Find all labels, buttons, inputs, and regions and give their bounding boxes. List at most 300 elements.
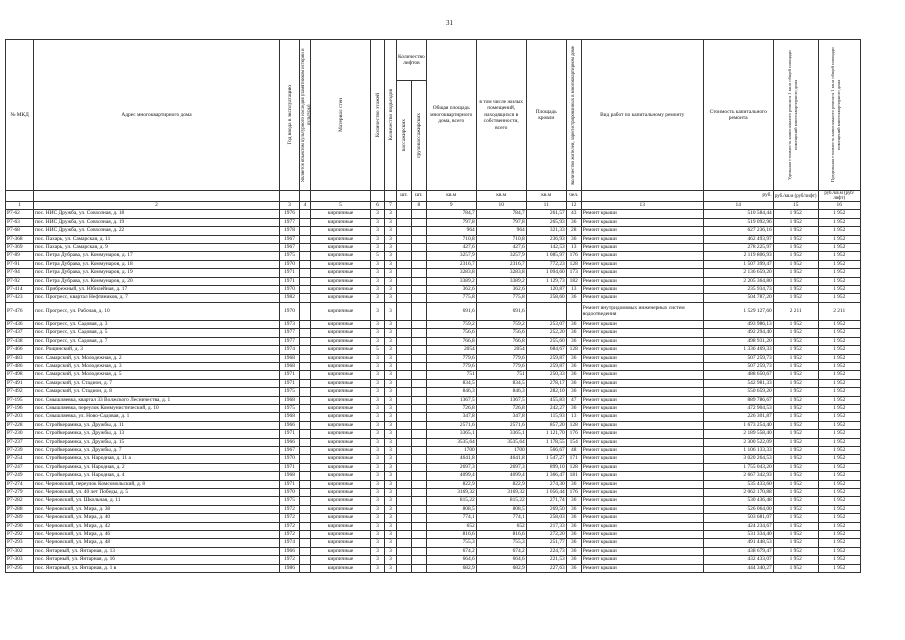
table-cell: пос. Янтарный, ул. Янтарная, д. 1 в [34, 564, 280, 572]
table-cell: кирпичные [311, 218, 371, 226]
table-row [6, 302, 861, 320]
table-row [6, 547, 861, 555]
table-cell: 424 234,67 [703, 522, 773, 530]
table-cell: 36 [566, 294, 581, 302]
table-cell: 755,3 [476, 539, 526, 547]
table-cell: 3365,1 [426, 430, 476, 438]
table-cell: 3 [371, 277, 385, 285]
header-total-area: Общая площадь многоквартирного дома, всего [426, 40, 476, 191]
table-cell: 488 650,67 [703, 371, 773, 379]
table-cell: 3 [385, 329, 397, 337]
table-cell: 964 [426, 227, 476, 235]
table-cell: Ремонт крыши [581, 413, 703, 421]
table-cell: 1 952 [818, 430, 860, 438]
column-number: 13 [581, 202, 703, 210]
table-cell [300, 337, 311, 345]
table-cell: 36 [566, 404, 581, 412]
table-row [6, 489, 861, 497]
table-cell: 13 [566, 286, 581, 294]
table-cell: 1 952 [818, 446, 860, 454]
column-number: 4 [300, 202, 311, 210]
table-cell: P7-63 [6, 218, 34, 226]
table-cell: 258,60 [526, 294, 566, 302]
table-cell: 438 679,47 [703, 547, 773, 555]
table-cell: P7-92 [6, 277, 34, 285]
table-cell: 1971 [280, 379, 300, 387]
table-cell: 3 [385, 260, 397, 268]
table-cell [411, 472, 426, 480]
table-cell [300, 413, 311, 421]
table-cell: 1 952 [773, 463, 818, 471]
column-number: 5 [311, 202, 371, 210]
table-cell: 1 952 [773, 362, 818, 370]
table-cell: 36 [566, 218, 581, 226]
column-number: 10 [476, 202, 526, 210]
table-row [6, 320, 861, 328]
table-row [6, 269, 861, 277]
table-cell [397, 438, 412, 446]
table-cell: 3283,8 [426, 269, 476, 277]
table-cell: Ремонт крыши [581, 564, 703, 572]
table-cell: пос. Стройкерамика, ул. Дружбы, д. 11 [34, 421, 280, 429]
table-row [6, 252, 861, 260]
table-cell: 28 [566, 227, 581, 235]
table-cell: 1 952 [818, 294, 860, 302]
table-cell: Ремонт крыши [581, 294, 703, 302]
table-cell: P7-279 [6, 489, 34, 497]
table-cell: 1 094,60 [526, 269, 566, 277]
table-cell [397, 277, 412, 285]
table-cell: 282,10 [526, 388, 566, 396]
table-cell [397, 556, 412, 564]
table-cell: P7-228 [6, 421, 34, 429]
table-cell: 834,5 [426, 379, 476, 387]
table-cell: 1977 [280, 218, 300, 226]
table-cell [397, 564, 412, 572]
table-cell: кирпичные [311, 421, 371, 429]
table-cell: Ремонт крыши [581, 362, 703, 370]
table-cell: кирпичные [311, 302, 371, 320]
table-cell: пос. Самарский, ул. Молодежная, д. 5 [34, 371, 280, 379]
table-cell: 652 [476, 522, 526, 530]
table-cell [411, 277, 426, 285]
table-row [6, 480, 861, 488]
table-cell: кирпичные [311, 227, 371, 235]
table-cell [397, 244, 412, 252]
table-cell: P7-254 [6, 455, 34, 463]
table-cell [411, 539, 426, 547]
table-cell: 3 [385, 556, 397, 564]
table-cell: 3 [371, 286, 385, 294]
table-cell: 1 952 [818, 210, 860, 218]
table-cell: 1 952 [773, 260, 818, 268]
table-cell: 1700 [476, 446, 526, 454]
table-cell: 3 [385, 539, 397, 547]
table-cell: 142,53 [526, 244, 566, 252]
table-cell: P7-289 [6, 514, 34, 522]
table-cell [300, 472, 311, 480]
table-cell: пос. НИС Дружба, ул. Совхозная, д. 22 [34, 227, 280, 235]
table-cell: 3 [385, 337, 397, 345]
table-cell: пос. Рощинский, д. 3 [34, 346, 280, 354]
table-cell: 2316,7 [476, 260, 526, 268]
table-cell [300, 388, 311, 396]
table-cell: 1966 [280, 438, 300, 446]
table-cell: 171 [566, 455, 581, 463]
table-cell: 3 [385, 480, 397, 488]
table-cell: 3 [371, 337, 385, 345]
table-row [6, 362, 861, 370]
table-cell: 751 [476, 371, 526, 379]
table-cell: 3389,2 [426, 277, 476, 285]
table-cell: 507 259,73 [703, 354, 773, 362]
table-cell: 3 [371, 218, 385, 226]
table-cell: 1 952 [818, 396, 860, 404]
table-cell: Ремонт крыши [581, 539, 703, 547]
table-cell [300, 329, 311, 337]
table-cell: 5 [371, 252, 385, 260]
table-cell: 3 [371, 329, 385, 337]
table-cell: 432 433,07 [703, 556, 773, 564]
table-cell: пос. Черновский, ул. Мира, д. 48 [34, 539, 280, 547]
table-cell [411, 446, 426, 454]
table-cell: 3 [371, 320, 385, 328]
table-cell: 682,9 [476, 564, 526, 572]
table-cell: 816,6 [426, 531, 476, 539]
table-cell: 808,5 [426, 505, 476, 513]
table-row [6, 505, 861, 513]
table-cell: 1 952 [773, 438, 818, 446]
table-cell: 2 119 806,93 [703, 252, 773, 260]
table-cell: P7-247 [6, 463, 34, 471]
table-cell: Ремонт крыши [581, 286, 703, 294]
table-cell: 36 [566, 371, 581, 379]
table-cell: 3 [371, 269, 385, 277]
table-cell: P7-438 [6, 337, 34, 345]
table-cell: 3 [385, 294, 397, 302]
table-cell: 1 952 [818, 329, 860, 337]
table-cell: 3 [371, 430, 385, 438]
table-cell: 503 681,07 [703, 514, 773, 522]
table-cell: P7-89 [6, 252, 34, 260]
table-cell: 3 [385, 463, 397, 471]
table-cell: 857,20 [526, 421, 566, 429]
table-cell: 1 952 [773, 480, 818, 488]
table-cell [411, 260, 426, 268]
table-cell: 3 [385, 514, 397, 522]
table-cell: 2 189 558,40 [703, 430, 773, 438]
table-cell [411, 404, 426, 412]
table-cell: Ремонт крыши [581, 430, 703, 438]
table-cell: Ремонт крыши [581, 421, 703, 429]
table-cell: 759,2 [476, 320, 526, 328]
table-cell [397, 463, 412, 471]
table-cell: 2316,7 [426, 260, 476, 268]
table-cell: P7-230 [6, 430, 34, 438]
table-cell: 1968 [280, 472, 300, 480]
table-cell: 182 [566, 277, 581, 285]
table-cell: 504 787,20 [703, 294, 773, 302]
table-cell: 797,8 [476, 218, 526, 226]
table-cell [411, 227, 426, 235]
table-cell [397, 446, 412, 454]
table-cell [300, 455, 311, 463]
table-cell [300, 210, 311, 218]
table-cell: 36 [566, 235, 581, 243]
table-cell: 3 [371, 354, 385, 362]
table-cell: 779,6 [476, 354, 526, 362]
table-cell: кирпичные [311, 252, 371, 260]
table-cell: пос. Черновский, переулок Комсомольский, д. 8 [34, 480, 280, 488]
table-cell: 3 [385, 522, 397, 530]
table-cell [300, 218, 311, 226]
table-cell: 1 952 [773, 329, 818, 337]
table-cell: 1971 [280, 463, 300, 471]
table-cell: 815,22 [476, 497, 526, 505]
table-cell: кирпичные [311, 430, 371, 438]
table-cell: 1 952 [818, 337, 860, 345]
header-cost: Стоимость капитального ремонта [703, 40, 773, 191]
table-cell: 36 [566, 329, 581, 337]
table-cell: Ремонт крыши [581, 260, 703, 268]
table-cell [411, 455, 426, 463]
table-cell: Ремонт крыши [581, 320, 703, 328]
table-cell: кирпичные [311, 388, 371, 396]
table-cell: 1986 [280, 564, 300, 572]
header-address: Адрес многоквартирного дома [34, 40, 280, 191]
header-roof-area: Площадь кровли [526, 40, 566, 191]
table-cell: 36 [566, 337, 581, 345]
table-cell [300, 244, 311, 252]
table-cell: 530 436,48 [703, 497, 773, 505]
table-cell: 834,5 [476, 379, 526, 387]
table-cell: 1 952 [818, 497, 860, 505]
table-cell: пос. Прогресс, ул. Садовая, д. 7 [34, 337, 280, 345]
table-cell: 1 952 [818, 346, 860, 354]
table-cell: P7-290 [6, 522, 34, 530]
table-cell: 4099,4 [476, 472, 526, 480]
table-cell: 531 334,40 [703, 531, 773, 539]
table-cell: 4641,8 [476, 455, 526, 463]
table-cell: 1 952 [818, 218, 860, 226]
table-cell: 224,73 [526, 547, 566, 555]
table-row [6, 438, 861, 446]
table-cell [397, 547, 412, 555]
table-cell: пос. Стройкерамика, ул. Дружбы, д. 7 [34, 446, 280, 454]
table-cell: 1 952 [773, 489, 818, 497]
table-cell: 510 584,44 [703, 210, 773, 218]
table-cell: 519 092,96 [703, 218, 773, 226]
table-cell: кирпичные [311, 472, 371, 480]
table-cell: 1 952 [818, 421, 860, 429]
table-cell: 2 062 170,88 [703, 489, 773, 497]
table-cell: 1 952 [818, 286, 860, 294]
table-cell [300, 396, 311, 404]
table-cell: 1 366,47 [526, 472, 566, 480]
table-cell [397, 371, 412, 379]
table-cell: 3 [385, 446, 397, 454]
table-cell [300, 260, 311, 268]
table-cell: 1 952 [773, 269, 818, 277]
table-cell: 444 340,27 [703, 564, 773, 572]
table-cell: P7-369 [6, 244, 34, 252]
table-cell [411, 379, 426, 387]
table-cell: кирпичные [311, 235, 371, 243]
table-cell: 1 952 [773, 210, 818, 218]
table-cell: 3 [371, 480, 385, 488]
table-cell: 1 952 [818, 388, 860, 396]
table-cell: 36 [566, 497, 581, 505]
table-cell: 3 [385, 438, 397, 446]
table-cell: 822,9 [476, 480, 526, 488]
table-cell: 274,30 [526, 480, 566, 488]
table-cell [411, 564, 426, 572]
table-cell: 1966 [280, 421, 300, 429]
table-cell: 1 952 [818, 252, 860, 260]
table-cell: 176 [566, 489, 581, 497]
table-cell: кирпичные [311, 286, 371, 294]
table-row [6, 497, 861, 505]
table-cell [397, 413, 412, 421]
table-cell: 13 [566, 413, 581, 421]
table-cell: 775,8 [426, 294, 476, 302]
table-cell: 815,22 [426, 497, 476, 505]
table-cell: 3 [371, 244, 385, 252]
table-cell: пос. Янтарный, ул. Янтарная, д. 16 [34, 556, 280, 564]
table-cell: кирпичные [311, 404, 371, 412]
table-cell: 3 [385, 320, 397, 328]
table-cell [411, 396, 426, 404]
table-cell: кирпичные [311, 294, 371, 302]
table-cell [397, 294, 412, 302]
table-cell [411, 244, 426, 252]
table-cell: 4641,8 [426, 455, 476, 463]
table-cell: пос. Черновский, ул. 40 лет Победы, д. 5 [34, 489, 280, 497]
table-cell: 3 [385, 413, 397, 421]
header-elevators: Количество лифтов [397, 40, 427, 81]
table-cell: 115,93 [526, 413, 566, 421]
table-cell: 1 952 [773, 244, 818, 252]
table-cell [300, 269, 311, 277]
table-cell: 1967 [280, 446, 300, 454]
table-cell [300, 421, 311, 429]
table-cell: 3 [385, 396, 397, 404]
table-cell [397, 531, 412, 539]
column-number: 12 [566, 202, 581, 210]
table-cell: 899,10 [526, 463, 566, 471]
table-cell: 258,03 [526, 514, 566, 522]
table-cell [397, 302, 412, 320]
table-cell: пос. Самарский, ул. Молодежная, д. 3 [34, 362, 280, 370]
table-cell: 3 [385, 497, 397, 505]
table-cell: 1 952 [773, 252, 818, 260]
table-cell [397, 210, 412, 218]
table-cell: 779,6 [476, 362, 526, 370]
table-cell [397, 421, 412, 429]
table-cell: 2697,3 [476, 463, 526, 471]
table-cell: 1 952 [818, 260, 860, 268]
table-cell [300, 497, 311, 505]
table-cell: 252,20 [526, 329, 566, 337]
table-cell [397, 514, 412, 522]
table-cell: 756,6 [426, 329, 476, 337]
table-cell: 627 236,16 [703, 227, 773, 235]
table-cell: 710,8 [476, 235, 526, 243]
table-cell: 1972 [280, 514, 300, 522]
table-row [6, 286, 861, 294]
header-cultural-heritage: Является объектом культурного наследия (памятником истории и культуры) [301, 48, 312, 182]
table-cell: 1 952 [818, 547, 860, 555]
table-cell: кирпичные [311, 438, 371, 446]
table-cell: 1 952 [818, 320, 860, 328]
table-cell: P7-282 [6, 497, 34, 505]
table-cell: 259,87 [526, 362, 566, 370]
table-cell [411, 302, 426, 320]
table-cell: 1 952 [773, 564, 818, 572]
table-cell: 664,6 [476, 556, 526, 564]
table-cell [397, 522, 412, 530]
table-cell [397, 252, 412, 260]
table-cell: 1972 [280, 531, 300, 539]
table-cell: кирпичные [311, 346, 371, 354]
table-cell [411, 547, 426, 555]
table-cell [411, 413, 426, 421]
unit-rub-sqm-1: руб./кв.м (руб/лифт) [773, 191, 818, 202]
table-cell: 1 952 [773, 556, 818, 564]
table-cell [397, 497, 412, 505]
table-cell [300, 294, 311, 302]
table-cell: 1971 [280, 430, 300, 438]
table-cell: 3 020 264,53 [703, 455, 773, 463]
table-cell: 1 952 [773, 294, 818, 302]
table-cell [411, 522, 426, 530]
table-row [6, 337, 861, 345]
table-cell: 691,6 [426, 302, 476, 320]
table-cell: 3 [385, 244, 397, 252]
table-cell: Ремонт крыши [581, 337, 703, 345]
table-cell [300, 354, 311, 362]
table-cell: 1971 [280, 480, 300, 488]
table-cell: 3 [371, 404, 385, 412]
table-cell: кирпичные [311, 463, 371, 471]
table-cell [566, 302, 581, 320]
table-cell [300, 362, 311, 370]
table-cell: Ремонт крыши [581, 438, 703, 446]
table-cell: 176 [566, 430, 581, 438]
table-cell: 3 [371, 497, 385, 505]
header-wall-material: Материал стен [337, 98, 344, 132]
table-cell: 756,6 [476, 329, 526, 337]
table-cell: 173 [566, 269, 581, 277]
table-row [6, 379, 861, 387]
table-cell: P7-203 [6, 413, 34, 421]
table-cell: 3283,8 [476, 269, 526, 277]
table-cell [300, 547, 311, 555]
unit-pcs-1: шт. [397, 191, 412, 202]
header-unit-cost: Удельная стоимость капитального ремонта 1 кв.м общей площади помещений многоквартирного дома [786, 50, 798, 180]
table-cell: 1 952 [818, 227, 860, 235]
table-cell: 36 [566, 556, 581, 564]
table-cell: 1976 [280, 210, 300, 218]
table-cell: 128 [566, 463, 581, 471]
column-number: 16 [818, 202, 860, 210]
table-row [6, 227, 861, 235]
table-cell: 1970 [280, 489, 300, 497]
table-cell [397, 260, 412, 268]
table-cell [300, 539, 311, 547]
table-cell: 2571,6 [426, 421, 476, 429]
table-cell: 1 952 [818, 489, 860, 497]
